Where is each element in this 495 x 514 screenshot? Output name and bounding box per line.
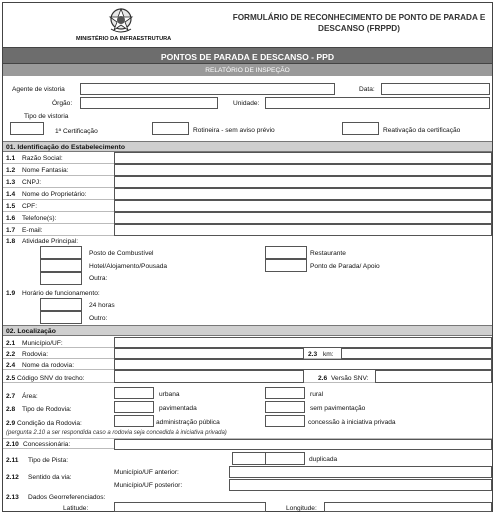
ministry-name: MINISTÉRIO DA INFRAESTRUTURA — [76, 36, 172, 42]
hotel-label: Hotel/Alojamento/Pousada — [89, 263, 168, 270]
urban-checkbox[interactable] — [114, 387, 154, 399]
km-input[interactable] — [341, 348, 492, 359]
field-number: 1.5 — [6, 203, 16, 210]
other-activity-checkbox[interactable] — [40, 272, 82, 285]
date-field[interactable] — [381, 83, 490, 95]
section-1-header — [3, 141, 492, 152]
field-row — [3, 359, 492, 370]
road-type-label: Tipo de Rodovia: — [22, 406, 72, 413]
field-number: 2.7 — [6, 393, 16, 400]
phone-input[interactable] — [114, 212, 492, 224]
agent-field[interactable] — [80, 83, 335, 95]
field-number: 2.1 — [6, 340, 16, 347]
field-label: E-mail: — [22, 227, 43, 234]
banner — [3, 47, 492, 64]
next-municipality-input[interactable] — [229, 479, 492, 491]
field-row — [3, 337, 492, 348]
field-number: 2.2 — [6, 351, 16, 358]
email-input[interactable] — [114, 224, 492, 236]
public-admin-checkbox[interactable] — [114, 415, 154, 427]
cpf-input[interactable] — [114, 200, 492, 212]
field-row — [3, 348, 492, 359]
form-page — [2, 2, 493, 512]
field-row — [3, 438, 492, 449]
field-label: Telefone(s): — [22, 215, 57, 222]
company-name-input[interactable] — [114, 152, 492, 164]
form-title: FORMULÁRIO DE RECONHECIMENTO DE PONTO DE PARADA E DESCANSO (FRPPD) — [232, 13, 486, 33]
field-row — [3, 164, 492, 176]
field-row — [3, 370, 492, 383]
private-concession-checkbox[interactable] — [265, 415, 305, 427]
field-label: Rodovia: — [22, 351, 49, 358]
georef-label: Dados Georreferenciados: — [28, 494, 106, 501]
dual-lane-checkbox[interactable] — [265, 452, 305, 465]
longitude-label: Longitude: — [286, 505, 317, 512]
hours-other-checkbox[interactable] — [40, 311, 82, 324]
public-admin-label: administração pública — [156, 419, 220, 426]
banner-title: PONTOS DE PARADA E DESCANSO - PPD — [160, 52, 335, 62]
field-number: 2.3 — [308, 351, 318, 358]
restaurant-label: Restaurante — [310, 250, 346, 257]
concession-note: (pergunta 2.10 a ser respondida caso a rodovia seja concedida à iniciativa privada) — [6, 430, 227, 436]
field-number: 1.2 — [6, 167, 16, 174]
field-label: Nome do Proprietário: — [22, 191, 87, 198]
field-row — [3, 152, 492, 164]
section-1-title: 01. Identificação do Estabelecimento — [6, 143, 125, 151]
trade-name-input[interactable] — [114, 164, 492, 176]
field-number: 1.6 — [6, 215, 16, 222]
reactivation-checkbox[interactable] — [342, 122, 379, 135]
snv-code-input[interactable] — [114, 370, 304, 383]
field-label: Nome da rodovia: — [22, 362, 75, 369]
stop-support-label: Ponto de Parada/ Apoio — [310, 263, 380, 270]
field-label: Município/UF: — [22, 340, 63, 347]
municipality-input[interactable] — [114, 337, 492, 348]
routine-label: Rotineira - sem aviso prévio — [193, 127, 275, 134]
section-2-title: 02. Localização — [6, 327, 56, 335]
previous-municipality-label: Município/UF anterior: — [114, 469, 179, 476]
longitude-input[interactable] — [324, 502, 492, 512]
hours-label: Horário de funcionamento: — [22, 290, 100, 297]
urban-label: urbana — [159, 391, 180, 398]
unit-field[interactable] — [265, 97, 490, 109]
header — [3, 3, 492, 47]
rural-label: rural — [310, 391, 324, 398]
field-label: CNPJ: — [22, 179, 42, 186]
field-number: 2.4 — [6, 362, 16, 369]
field-label: km: — [323, 351, 334, 358]
field-label: Nome Fantasia: — [22, 167, 69, 174]
field-number: 1.1 — [6, 155, 16, 162]
reactivation-label: Reativação da certificação — [383, 127, 461, 134]
lane-type-label: Tipo de Pista: — [28, 457, 69, 464]
next-municipality-label: Município/UF posterior: — [114, 482, 183, 489]
field-row — [3, 176, 492, 188]
direction-label: Sentido da via: — [28, 474, 72, 481]
coat-of-arms-icon — [106, 5, 136, 35]
area-label: Área: — [22, 393, 38, 400]
paved-checkbox[interactable] — [114, 401, 154, 413]
subtitle-bar — [3, 64, 492, 76]
field-label: Versão SNV: — [331, 375, 369, 382]
hours-number: 1.9 — [6, 290, 16, 297]
first-certification-label: 1ª Certificação — [55, 128, 98, 135]
field-number: 2.12 — [6, 474, 19, 481]
stop-support-checkbox[interactable] — [265, 259, 307, 272]
single-lane-checkbox[interactable] — [232, 452, 267, 465]
routine-checkbox[interactable] — [152, 122, 189, 135]
latitude-label: Latitude: — [63, 505, 89, 512]
snv-version-input[interactable] — [375, 370, 492, 383]
private-concession-label: concessão à iniciativa privada — [308, 419, 396, 426]
field-row — [3, 200, 492, 212]
activity-number: 1.8 — [6, 238, 16, 245]
hours-other-label: Outro: — [89, 315, 108, 322]
fuel-station-checkbox[interactable] — [40, 246, 82, 259]
fuel-station-label: Posto de Combustível — [89, 250, 154, 257]
field-row — [3, 188, 492, 200]
field-number: 1.7 — [6, 227, 16, 234]
activity-label: Atividade Principal: — [22, 238, 79, 245]
field-number: 1.3 — [6, 179, 16, 186]
field-number: 2.11 — [6, 457, 19, 464]
previous-municipality-input[interactable] — [229, 466, 492, 478]
field-number: 2.8 — [6, 406, 16, 413]
banner-subtitle: RELATÓRIO DE INSPEÇÃO — [205, 66, 290, 74]
field-label: Concessionária: — [23, 441, 71, 448]
inspection-type-label: Tipo de vistoria — [24, 113, 69, 120]
field-number: 1.4 — [6, 191, 16, 198]
hotel-checkbox[interactable] — [40, 259, 82, 272]
field-number: 2.10 — [6, 441, 19, 448]
field-label: Código SNV do trecho: — [17, 375, 85, 382]
unpaved-checkbox[interactable] — [265, 401, 305, 413]
restaurant-checkbox[interactable] — [265, 246, 307, 259]
other-activity-label: Outra: — [89, 275, 108, 282]
date-label: Data: — [359, 86, 375, 93]
hours-24-label: 24 horas — [89, 302, 115, 309]
field-row — [3, 224, 492, 236]
field-label: CPF: — [22, 203, 38, 210]
organ-label: Órgão: — [52, 100, 73, 107]
concessionaire-input[interactable] — [114, 439, 492, 450]
field-label: Razão Social: — [22, 155, 63, 162]
highway-name-input[interactable] — [114, 359, 492, 370]
cnpj-input[interactable] — [114, 176, 492, 188]
dual-lane-label: duplicada — [309, 456, 338, 463]
rural-checkbox[interactable] — [265, 387, 305, 399]
unit-label: Unidade: — [233, 100, 260, 107]
road-condition-label: Condição da Rodovia: — [17, 420, 82, 427]
highway-input[interactable] — [114, 348, 304, 359]
field-number: 2.5 — [6, 375, 16, 382]
field-row — [3, 212, 492, 224]
field-number: 2.13 — [6, 494, 19, 501]
field-number: 2.9 — [6, 420, 16, 427]
unpaved-label: sem pavimentação — [310, 405, 366, 412]
hours-24-checkbox[interactable] — [40, 298, 82, 311]
agent-label: Agente de vistoria — [12, 86, 65, 93]
owner-name-input[interactable] — [114, 188, 492, 200]
latitude-input[interactable] — [114, 502, 266, 512]
section-2-header — [3, 325, 492, 336]
first-certification-checkbox[interactable] — [10, 122, 44, 135]
paved-label: pavimentada — [159, 405, 197, 412]
organ-field[interactable] — [80, 97, 218, 109]
field-number: 2.6 — [318, 375, 328, 382]
